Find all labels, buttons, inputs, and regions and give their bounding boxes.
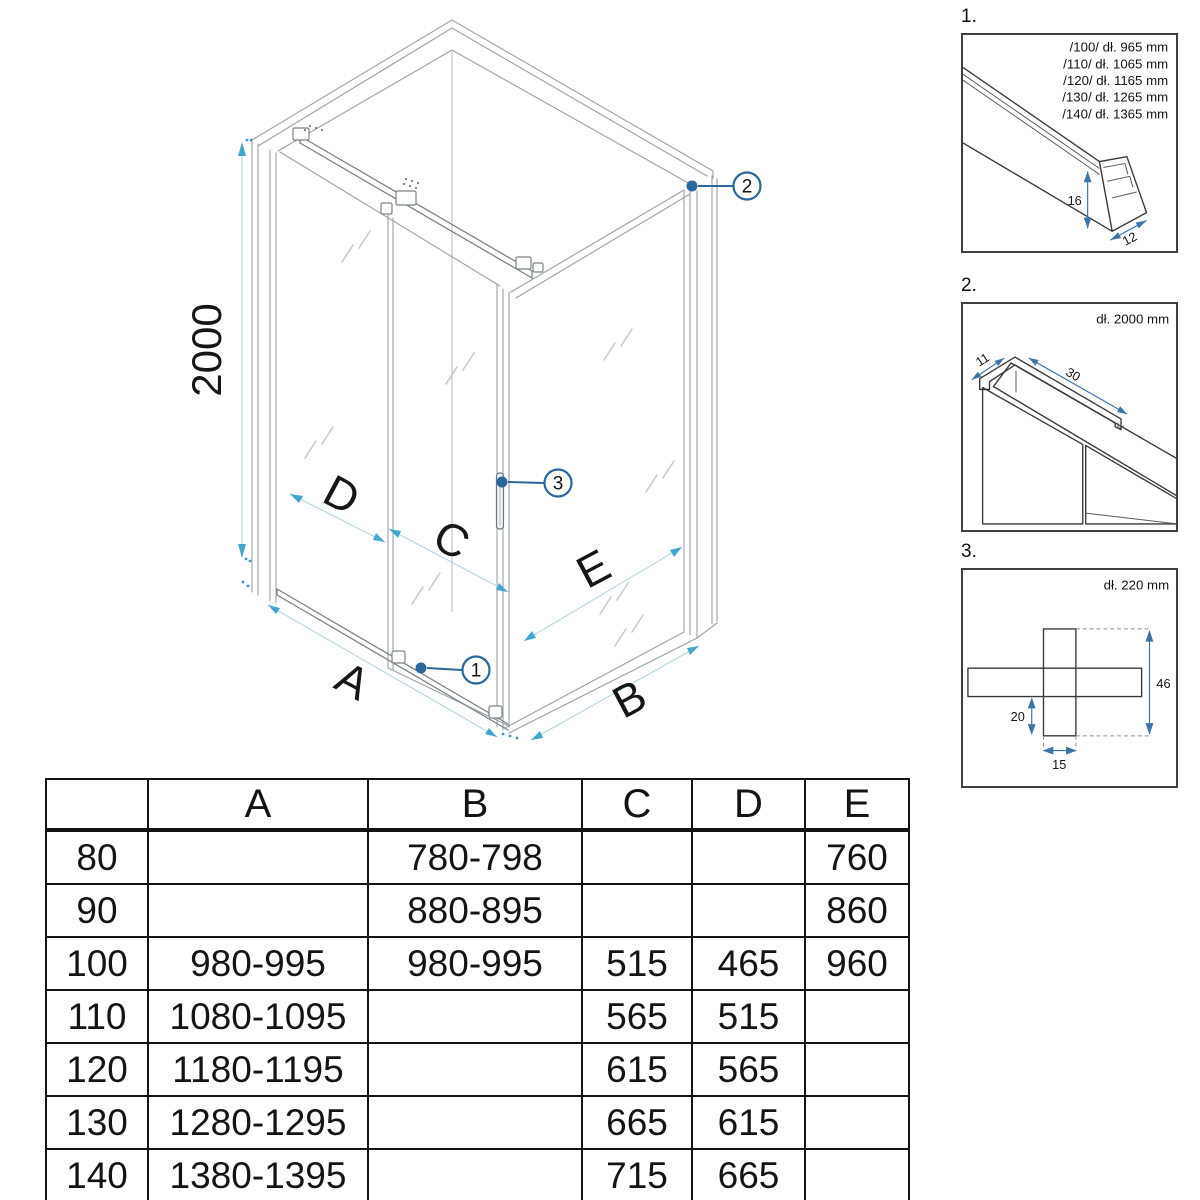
detail-2-drawing	[963, 304, 1176, 525]
table-cell: 860	[805, 884, 909, 937]
svg-text:/110/ dł. 1065 mm: /110/ dł. 1065 mm	[1063, 56, 1169, 72]
table-cell: 715	[582, 1149, 692, 1200]
svg-text:20: 20	[1010, 709, 1025, 725]
table-row	[46, 1096, 909, 1149]
glass-shine-marks	[305, 231, 674, 646]
wall-profile-channel	[980, 357, 1121, 430]
detail-2-length: dł. 2000 mm	[1096, 311, 1170, 327]
table-header-cell: E	[805, 779, 909, 830]
table-cell	[148, 830, 368, 884]
detail-3-box	[961, 568, 1178, 788]
svg-text:12: 12	[1119, 228, 1140, 246]
table-cell: 880-895	[368, 884, 582, 937]
table-cell: 100	[46, 937, 148, 990]
detail-3-dim-20	[1011, 698, 1036, 735]
table-header	[46, 779, 909, 830]
detail-2-dim-30	[1029, 358, 1127, 414]
detail-1-label: 1.	[961, 6, 977, 27]
table-cell	[582, 830, 692, 884]
callout-1-number: 1	[470, 660, 482, 682]
table-cell: 615	[582, 1043, 692, 1096]
label-a: A	[327, 651, 378, 711]
detail-1-dim-16	[1068, 171, 1092, 228]
dimension-e	[524, 539, 682, 641]
roof-frame	[252, 20, 713, 184]
table-cell	[805, 990, 909, 1043]
sliding-rail	[293, 125, 543, 278]
table-header-cell: A	[148, 779, 368, 830]
table-cell	[368, 1096, 582, 1149]
svg-text:/140/ dł. 1365 mm: /140/ dł. 1365 mm	[1062, 106, 1169, 122]
table-row	[46, 937, 909, 990]
table-cell: 130	[46, 1096, 148, 1149]
table-cell: 1380-1395	[148, 1149, 368, 1200]
callout-3	[497, 470, 572, 497]
table-cell: 960	[805, 937, 909, 990]
table-cell	[368, 1043, 582, 1096]
detail-2-label: 2.	[961, 275, 977, 296]
table-cell: 760	[805, 830, 909, 884]
callout-1	[416, 657, 490, 684]
height-dimension-label: 2000	[183, 303, 230, 397]
svg-text:/100/ dł. 965 mm: /100/ dł. 965 mm	[1069, 39, 1169, 55]
callout-3-number: 3	[552, 473, 564, 495]
glass-face	[1086, 445, 1176, 524]
label-d: D	[315, 464, 369, 525]
table-cell: 140	[46, 1149, 148, 1200]
label-c: C	[425, 509, 479, 570]
sliding-door-panel	[388, 214, 509, 726]
table-cell: 665	[582, 1096, 692, 1149]
detail-2	[961, 275, 1182, 532]
table-cell	[582, 884, 692, 937]
detail-3-dim-15	[1043, 747, 1077, 773]
table-cell: 1280-1295	[148, 1096, 368, 1149]
detail-3	[961, 541, 1182, 788]
detail-1-box	[961, 33, 1178, 253]
table-cell	[368, 1149, 582, 1200]
table-row	[46, 830, 909, 884]
glass-bar	[968, 668, 1142, 696]
table-cell	[692, 884, 805, 937]
table-cell: 565	[692, 1043, 805, 1096]
svg-text:15: 15	[1052, 757, 1067, 773]
detail-3-label: 3.	[961, 541, 977, 562]
svg-text:16: 16	[1067, 192, 1082, 208]
table-cell	[805, 1043, 909, 1096]
detail-3-length: dł. 220 mm	[1103, 577, 1170, 593]
dimension-c	[389, 510, 508, 592]
detail-1-drawing	[963, 35, 1176, 246]
table-cell: 465	[692, 937, 805, 990]
right-wall-frame	[505, 176, 717, 733]
callout-2-number: 2	[741, 176, 753, 198]
table-cell: 780-798	[368, 830, 582, 884]
table-cell: 515	[692, 990, 805, 1043]
table-cell: 1080-1095	[148, 990, 368, 1043]
table-cell: 110	[46, 990, 148, 1043]
detail-3-dim-46	[1146, 630, 1171, 735]
table-cell: 515	[582, 937, 692, 990]
table-row	[46, 1149, 909, 1200]
label-b: B	[604, 669, 655, 729]
table-header-cell: B	[368, 779, 582, 830]
label-e: E	[568, 539, 619, 599]
table-cell: 80	[46, 830, 148, 884]
table-header-row	[46, 779, 909, 830]
table-header-cell: D	[692, 779, 805, 830]
detail-3-dashes	[1043, 629, 1151, 750]
detail-2-box	[961, 302, 1178, 532]
callout-2	[687, 173, 761, 200]
table-cell: 1180-1195	[148, 1043, 368, 1096]
wall-panel	[983, 388, 1083, 524]
table-cell	[805, 1149, 909, 1200]
table-row	[46, 1043, 909, 1096]
glass-top-band	[993, 363, 1176, 496]
table-cell: 665	[692, 1149, 805, 1200]
svg-text:/120/ dł. 1165 mm: /120/ dł. 1165 mm	[1063, 73, 1169, 89]
detail-3-drawing	[963, 570, 1176, 781]
table-header-cell: C	[582, 779, 692, 830]
dimension-height-2000	[183, 139, 252, 563]
detail-1	[961, 6, 1182, 253]
table-cell: 90	[46, 884, 148, 937]
table-cell	[692, 830, 805, 884]
svg-text:/130/ dł. 1265 mm: /130/ dł. 1265 mm	[1062, 89, 1169, 105]
table-cell: 615	[692, 1096, 805, 1149]
stabilizer-bar	[1043, 629, 1075, 736]
table-header-cell	[46, 779, 148, 830]
table-cell: 980-995	[148, 937, 368, 990]
table-row	[46, 990, 909, 1043]
table-cell	[805, 1096, 909, 1149]
table-cell	[148, 884, 368, 937]
table-cell: 980-995	[368, 937, 582, 990]
svg-text:30: 30	[1063, 364, 1084, 385]
svg-text:46: 46	[1156, 675, 1171, 691]
table-cell: 120	[46, 1043, 148, 1096]
size-spec-table	[45, 778, 910, 1200]
svg-text:11: 11	[972, 349, 992, 370]
table-row	[46, 884, 909, 937]
table-cell: 565	[582, 990, 692, 1043]
table-cell	[368, 990, 582, 1043]
dimension-d	[290, 465, 385, 542]
detail-1-size-list	[1062, 40, 1168, 122]
